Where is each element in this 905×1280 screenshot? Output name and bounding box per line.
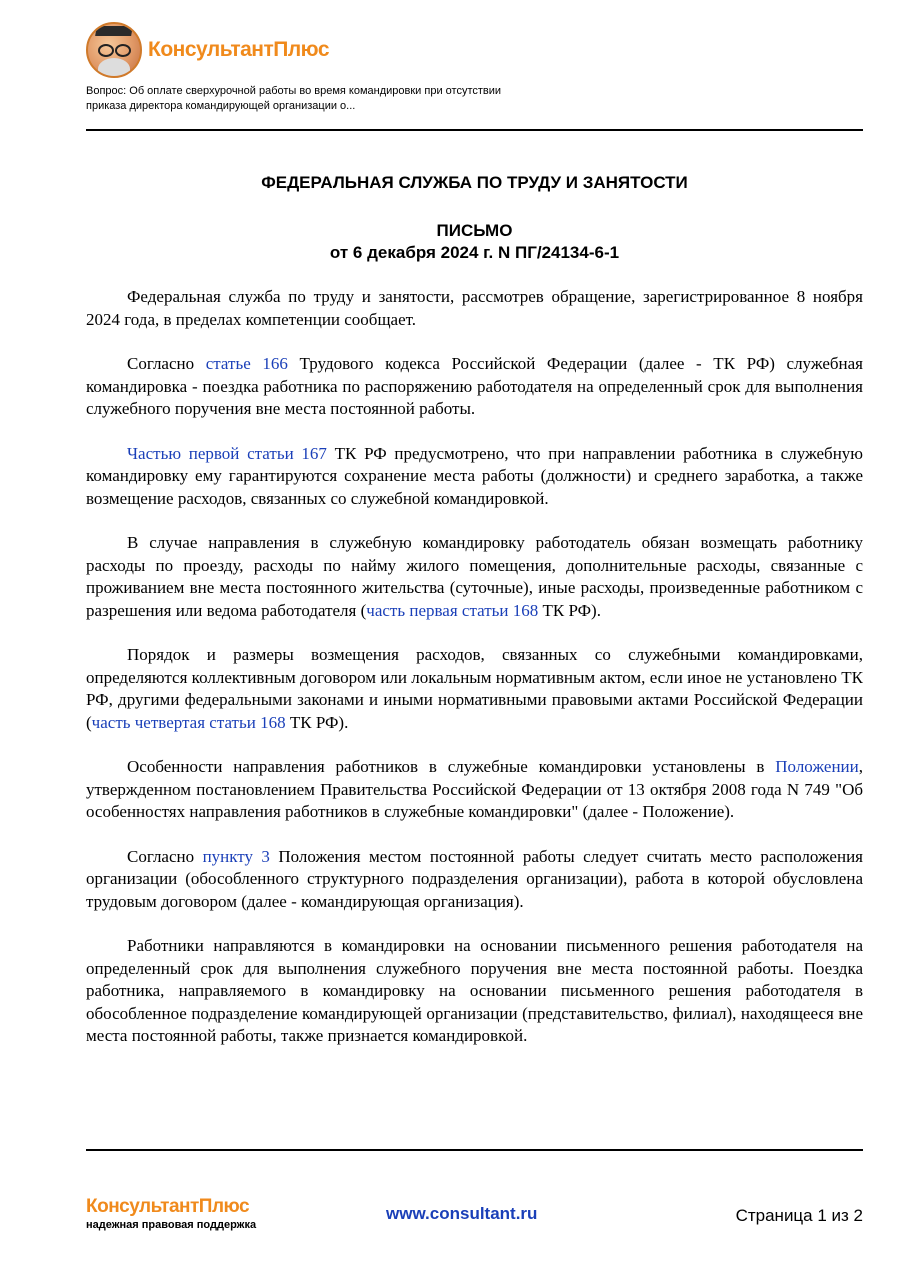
doc-date: от 6 декабря 2024 г. N ПГ/24134-6-1: [329, 243, 620, 262]
footer-tagline: надежная правовая поддержка: [86, 1219, 257, 1231]
footer-logo: [86, 1196, 256, 1232]
site-link[interactable]: www.consultant.ru: [386, 1204, 538, 1223]
paragraph-7: Согласно пункту 3 Положения местом постоянной работы следует считать место расположения организации (обособленного структурного подразделения организации), работа в которой обусловлена трудовым договором (далее - командирующая организация).: [86, 846, 863, 911]
page-header: [86, 22, 866, 114]
paragraph-3: Частью первой статьи 167 ТК РФ предусмотрено, что при направлении работника в служебную командировку ему гарантируются сохранение места работы (должности) и среднего заработка, а также возмещение расходов, связанных со служебной командировкой.: [86, 443, 863, 508]
paragraph-8: Работники направляются в командировки на основании письменного решения работодателя на определенный срок для выполнения служебного поручения вне места постоянной работы. Поездка работника, направляемого в командировку на основании письменного решения работодателя в обособленное подразделение командирующей организации (представительство, филиал), находящееся вне места постоянной работы, также признается командировкой.: [86, 936, 863, 1045]
link-article-168-part-1[interactable]: часть первая статьи 168: [366, 600, 539, 620]
professor-logo-icon: [86, 22, 142, 78]
question-text: Вопрос: Об оплате сверхурочной работы во время командировки при отсутствии приказа директора командирующей организации о...: [86, 85, 502, 112]
logo-text: КонсультантПлюс: [148, 38, 330, 61]
link-regulation[interactable]: Положении: [775, 757, 859, 776]
paragraph-1: Федеральная служба по труду и занятости, рассмотрев обращение, зарегистрированное 8 ноября 2024 года, в пределах компетенции сообщает.: [86, 287, 863, 329]
paragraph-4: В случае направления в служебную командировку работодатель обязан возмещать работнику расходы по проезду, расходы по найму жилого помещения, дополнительные расходы, связанные с проживанием вне места постоянного жительства (суточные), иные расходы, произведенные работником с разрешения или ведома работодателя (часть первая статьи 168 ТК РФ).: [86, 533, 863, 620]
document-body: [86, 286, 863, 1070]
page-footer: [86, 1196, 863, 1236]
paragraph-5: Порядок и размеры возмещения расходов, связанных со служебными командировками, определяются коллективным договором или локальным нормативным актом, если иное не установлено ТК РФ, другими федеральными законами и иными нормативными правовыми актами Российской Федерации (часть четвертая статьи 168 ТК РФ).: [86, 645, 863, 732]
link-article-166[interactable]: статье 166: [205, 354, 288, 373]
page-number: Страница 1 из 2: [735, 1206, 863, 1225]
agency-name: ФЕДЕРАЛЬНАЯ СЛУЖБА ПО ТРУДУ И ЗАНЯТОСТИ: [261, 173, 688, 192]
paragraph-2: Согласно статье 166 Трудового кодекса Российской Федерации (далее - ТК РФ) служебная командировка - поездка работника по распоряжению работодателя на определенный срок для выполнения служебного поручения вне места постоянной работы.: [86, 354, 864, 418]
header-divider: [86, 129, 863, 131]
link-clause-3[interactable]: пункту 3: [202, 846, 270, 866]
link-article-167[interactable]: Частью первой статьи 167: [127, 443, 327, 463]
doc-type: ПИСЬМО: [436, 221, 513, 240]
consultant-logo: [86, 22, 866, 78]
footer-divider: [86, 1149, 863, 1151]
link-article-168-part-4[interactable]: часть четвертая статьи 168: [91, 712, 286, 732]
paragraph-6: Особенности направления работников в служебные командировки установлены в Положении, утвержденном постановлением Правительства Российской Федерации от 13 октября 2008 года N 749 "Об особенностях направления работников в служебные командировки" (далее - Положение).: [86, 757, 863, 821]
footer-brand: КонсультантПлюс: [86, 1196, 250, 1217]
document-title: [86, 172, 863, 264]
